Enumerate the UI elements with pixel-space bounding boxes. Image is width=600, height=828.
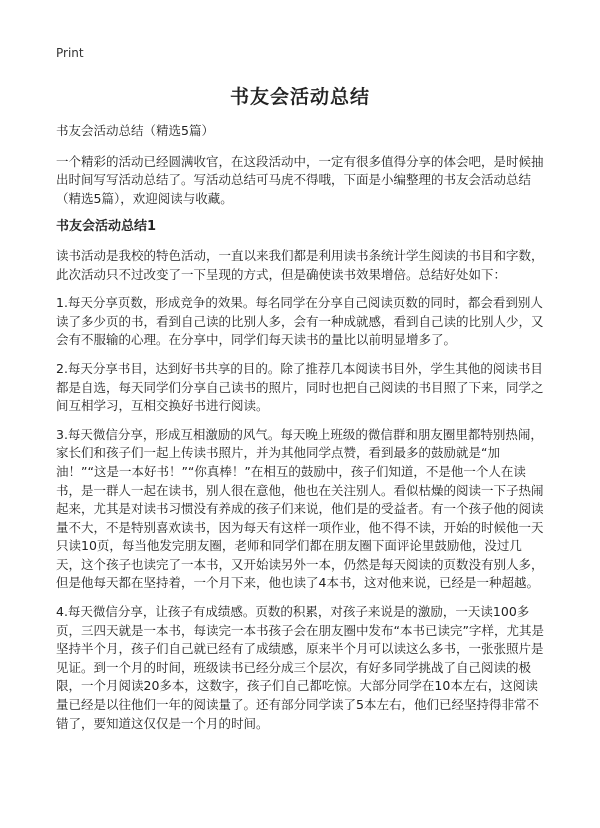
page-title: 书友会活动总结 (229, 86, 370, 108)
section-heading: 书友会活动总结1 (56, 219, 157, 235)
document-body (56, 122, 544, 743)
body-paragraph: 1.每天分享页数，形成竞争的效果。每名同学在分享自己阅读页数的同时，都会看到别人读了多少页的书，看到自己读的比别人多，会有一种成就感，看到自己读的比别人少，又会有不服输的心理。在分享中，同学们每天读书的量比以前明显增多了。 (56, 295, 544, 348)
body-paragraph: 读书活动是我校的特色活动，一直以来我们都是利用读书条统计学生阅读的书目和字数，此次活动只不过改变了一下呈现的方式，但是确使读书效果增倍。总结好处如下： (56, 247, 544, 282)
body-paragraph: 4.每天微信分享，让孩子有成绩感。页数的积累，对孩子来说是的激励，一天读100多页，三四天就是一本书，每读完一本书孩子会在朋友圈中发布“本书已读完”字样，尤其是坚持半个月，孩子们自己就已经有了成绩感，原来半个月可以读这么多书，一张张照片是见证。到一个月的时间，班级读书已经分成三个层次，有好多同学挑战了自己阅读的极限，一个月阅读20多本，这数字，孩子们自己都吃惊。大部分同学在10本左右，这阅读量已经是以往他们一年的阅读量了。还有部分同学读了5本左右，他们已经坚持得非常不错了，要知道这仅仅是一个月的时间。 (56, 604, 544, 731)
body-paragraph: 2.每天分享书目，达到好书共享的目的。除了推荐几本阅读书目外，学生其他的阅读书目都是自选，每天同学们分享自己读书的照片，同时也把自己阅读的书目照了下来，同学之间互相学习，互相交换好书进行阅读。 (56, 360, 544, 414)
intro-paragraph: 一个精彩的活动已经圆满收官，在这段活动中，一定有很多值得分享的体会吧，是时候抽出时间写写活动总结了。写活动总结可马虎不得哦，下面是小编整理的书友会活动总结（精选5篇），欢迎阅读与收藏。 (56, 153, 544, 206)
print-link[interactable]: Print (56, 46, 84, 60)
document-subtitle: 书友会活动总结（精选5篇） (56, 123, 214, 138)
body-paragraph: 3.每天微信分享，形成互相激励的风气。每天晚上班级的微信群和朋友圈里都特别热闹，家长们和孩子们一起上传读书照片，并为其他同学点赞，看到最多的鼓励就是“加油！”“这是一本好书！”“你真棒！”在相互的鼓励中，孩子们知道，不是他一个人在读书，是一群人一起在读书，别人很在意他，他也在关注别人。看似枯燥的阅读一下子热闹起来，尤其是对读书习惯没有养成的孩子们来说，他们是的受益者。有一个孩子他的阅读量不大，不是特别喜欢读书，因为每天有这样一项作业，他不得不读，开始的时候他一天只读10页，每当他发完朋友圈，老师和同学们都在朋友圈下面评论里鼓励他，没过几天，这个孩子也读完了一本书，又开始读另外一本，仍然是每天阅读的页数没有别人多，但是他每天都在坚持着，一个月下来，他也读了4本书，这对他来说，已经是一种超越。 (56, 426, 544, 591)
